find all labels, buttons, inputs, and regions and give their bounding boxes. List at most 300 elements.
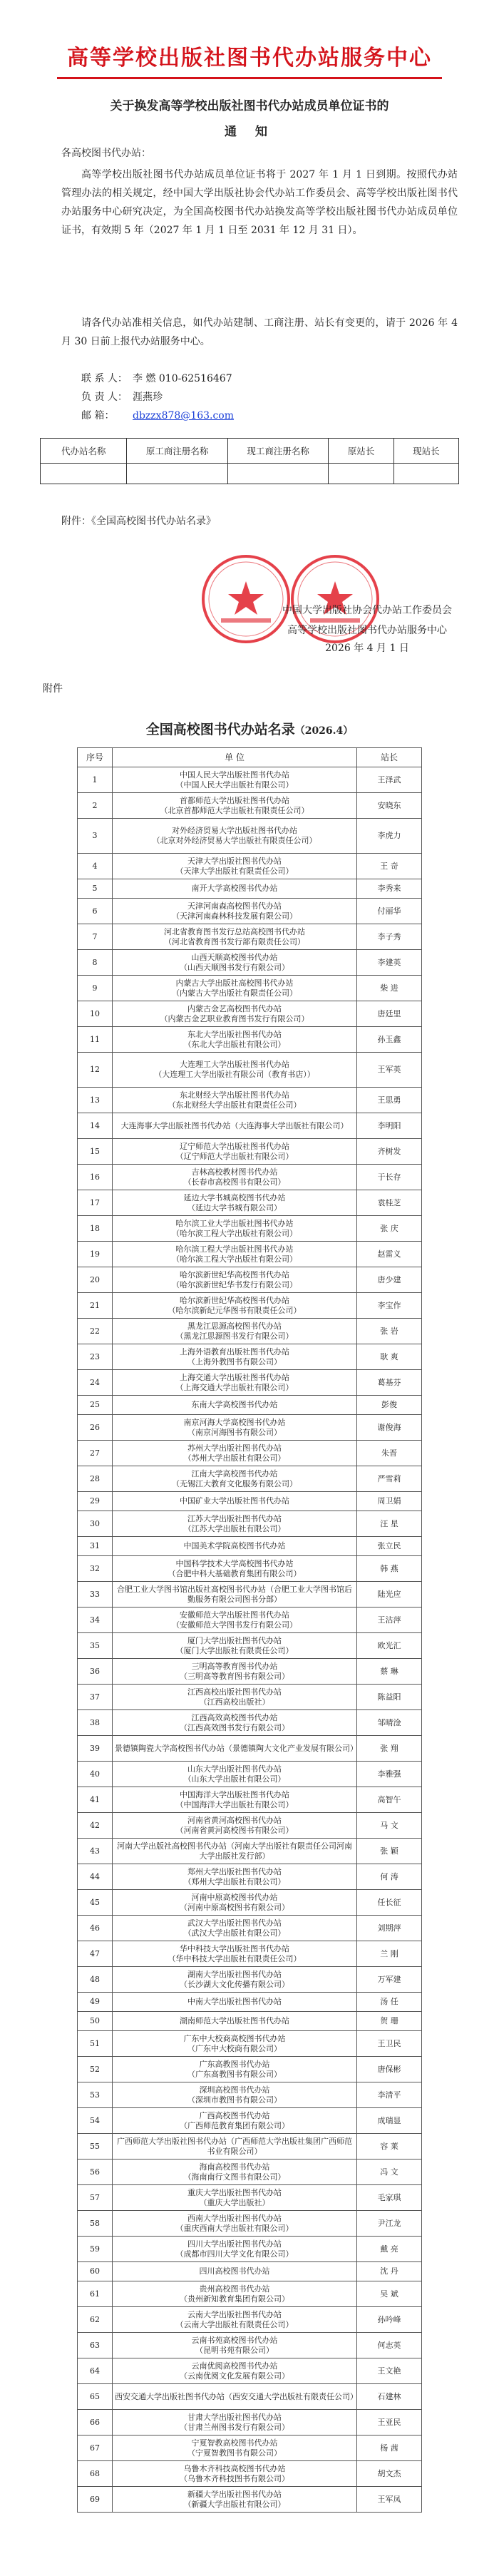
signature-date: 2026 年 4 月 1 日 [325, 643, 409, 654]
responsible-person-value: 涯燕珍 [133, 392, 163, 403]
roster-cell-head: 王军英 [357, 1053, 422, 1088]
roster-row [78, 2237, 422, 2262]
roster-cell-no: 16 [78, 1165, 113, 1190]
roster-row [78, 2410, 422, 2436]
roster-cell-unit: 西南大学出版社图书代办站 （重庆西南大学出版社有限公司） [113, 2211, 357, 2237]
roster-cell-head: 李宝作 [357, 1293, 422, 1319]
roster-cell-head: 李雅强 [357, 1762, 422, 1787]
roster-cell-head: 袁桂芝 [357, 1190, 422, 1216]
roster-cell-no: 17 [78, 1190, 113, 1216]
roster-row [78, 879, 422, 899]
roster-cell-no: 59 [78, 2237, 113, 2262]
roster-row [78, 1319, 422, 1344]
roster-cell-unit: 哈尔滨工程大学出版社图书代办站 （哈尔滨工程大学出版社有限公司） [113, 1242, 357, 1267]
roster-cell-head: 冯 文 [357, 2160, 422, 2185]
roster-cell-unit: 广东高教图书代办站 （广东高教图书有限公司） [113, 2057, 357, 2082]
roster-cell-unit: 江西高校出版社图书代办站 （江西高校出版社） [113, 1685, 357, 1710]
roster-date: （2026.4） [294, 725, 354, 737]
roster-cell-head: 成瑞显 [357, 2108, 422, 2134]
cert-cell [393, 464, 458, 484]
roster-cell-head: 容 莱 [357, 2134, 422, 2160]
roster-cell-head: 于长存 [357, 1165, 422, 1190]
roster-cell-no: 29 [78, 1492, 113, 1511]
roster-cell-unit: 新疆大学出版社图书代办站 （新疆大学出版社有限公司） [113, 2487, 357, 2513]
roster-row [78, 1466, 422, 1492]
roster-cell-head: 张 翔 [357, 1736, 422, 1762]
roster-cell-no: 20 [78, 1267, 113, 1293]
roster-row [78, 2082, 422, 2108]
roster-cell-head: 孙玉鑫 [357, 1027, 422, 1053]
roster-cell-no: 28 [78, 1466, 113, 1492]
roster-cell-unit: 中国海洋大学出版社图书代办站 （中国海洋大学出版社有限公司） [113, 1787, 357, 1813]
roster-header-unit: 单 位 [113, 748, 357, 767]
roster-row [78, 1993, 422, 2012]
roster-cell-no: 38 [78, 1710, 113, 1736]
roster-row [78, 2012, 422, 2031]
roster-table [77, 747, 422, 2513]
roster-cell-head: 张 颖 [357, 1839, 422, 1864]
roster-row [78, 854, 422, 879]
roster-cell-head: 王思勇 [357, 1088, 422, 1113]
roster-cell-no: 23 [78, 1344, 113, 1370]
contact-email [81, 407, 234, 425]
roster-cell-no: 48 [78, 1967, 113, 1993]
roster-cell-no: 14 [78, 1113, 113, 1139]
roster-cell-head: 万军建 [357, 1967, 422, 1993]
roster-row [78, 819, 422, 854]
roster-cell-unit: 哈尔滨工业大学出版社图书代办站 （哈尔滨工程大学出版社有限公司） [113, 1216, 357, 1242]
certificate-change-form [40, 438, 459, 484]
roster-row [78, 1242, 422, 1267]
roster-cell-unit: 东南大学高校图书代办站 [113, 1396, 357, 1415]
roster-row [78, 1216, 422, 1242]
roster-cell-head: 耿 爽 [357, 1344, 422, 1370]
roster-cell-unit: 上海交通大学出版社图书代办站 （上海交通大学出版社有限公司） [113, 1370, 357, 1396]
roster-cell-head: 杨 茜 [357, 2436, 422, 2461]
roster-row [78, 1710, 422, 1736]
roster-row [78, 1762, 422, 1787]
roster-cell-unit: 中国美术学院高校图书代办站 [113, 1537, 357, 1556]
roster-cell-no: 43 [78, 1839, 113, 1864]
roster-row [78, 1967, 422, 1993]
roster-cell-unit: 江苏大学出版社图书代办站 （江苏大学出版社有限公司） [113, 1511, 357, 1537]
roster-row [78, 1027, 422, 1053]
roster-body [78, 767, 422, 2513]
roster-cell-unit: 河北省教育图书发行总站高校图书代办站 （河北省教育图书发行部有限责任公司） [113, 924, 357, 950]
roster-cell-head: 李子秀 [357, 924, 422, 950]
roster-row [78, 2461, 422, 2487]
roster-row [78, 1736, 422, 1762]
roster-cell-head: 齐树发 [357, 1139, 422, 1165]
roster-row [78, 2108, 422, 2134]
roster-cell-unit: 南开大学高校图书代办站 [113, 879, 357, 899]
roster-row [78, 1415, 422, 1441]
roster-cell-unit: 辽宁师范大学出版社图书代办站 （辽宁师范大学出版社有限公司） [113, 1139, 357, 1165]
roster-cell-no: 25 [78, 1396, 113, 1415]
roster-row [78, 1113, 422, 1139]
roster-cell-no: 19 [78, 1242, 113, 1267]
roster-row [78, 1165, 422, 1190]
roster-row [78, 2262, 422, 2281]
roster-row [78, 1492, 422, 1511]
roster-cell-unit: 湖南师范大学出版社图书代办站 [113, 2012, 357, 2031]
roster-cell-no: 22 [78, 1319, 113, 1344]
roster-row [78, 2333, 422, 2358]
roster-cell-head: 谢俊海 [357, 1415, 422, 1441]
cert-cell [41, 464, 127, 484]
roster-row [78, 1864, 422, 1890]
roster-cell-head: 彭俊 [357, 1396, 422, 1415]
roster-cell-head: 高智午 [357, 1787, 422, 1813]
roster-cell-head: 付丽华 [357, 899, 422, 924]
roster-row [78, 1088, 422, 1113]
roster-cell-no: 11 [78, 1027, 113, 1053]
roster-row [78, 793, 422, 819]
roster-cell-head: 蔡 琳 [357, 1659, 422, 1685]
roster-cell-head: 王 奇 [357, 854, 422, 879]
cert-header-old-reg: 原工商注册名称 [127, 439, 227, 464]
roster-row [78, 2185, 422, 2211]
roster-row [78, 1685, 422, 1710]
roster-row [78, 1267, 422, 1293]
roster-cell-no: 45 [78, 1890, 113, 1916]
roster-cell-no: 67 [78, 2436, 113, 2461]
roster-cell-unit: 云南优阅高校图书代办站 （云南优阅文化发展有限公司） [113, 2358, 357, 2384]
roster-cell-no: 37 [78, 1685, 113, 1710]
roster-cell-no: 47 [78, 1941, 113, 1967]
roster-cell-unit: 武汉大学出版社图书代办站 （武汉大学出版社有限公司） [113, 1916, 357, 1941]
roster-cell-head: 赵雷义 [357, 1242, 422, 1267]
roster-cell-unit: 苏州大学出版社图书代办站 （苏州大学出版社有限公司） [113, 1441, 357, 1466]
roster-cell-unit: 延边大学书城高校图书代办站 （延边大学书城有限公司） [113, 1190, 357, 1216]
roster-cell-no: 55 [78, 2134, 113, 2160]
roster-cell-head: 唐廷里 [357, 1001, 422, 1027]
roster-cell-no: 68 [78, 2461, 113, 2487]
roster-cell-no: 57 [78, 2185, 113, 2211]
roster-title [0, 719, 499, 738]
roster-row [78, 1511, 422, 1537]
roster-cell-unit: 三明高等教育图书代办站 （三明高等教育图书有限公司） [113, 1659, 357, 1685]
roster-cell-unit: 江西高效高校图书代办站 （江西高效图书发行有限公司） [113, 1710, 357, 1736]
roster-cell-unit: 厦门大学出版社图书代办站 （厦门大学出版社有限责任公司） [113, 1633, 357, 1659]
roster-row [78, 2160, 422, 2185]
roster-cell-unit: 黑龙江思源高校图书代办站 （黑龙江思源图书发行有限公司） [113, 1319, 357, 1344]
roster-row [78, 2307, 422, 2333]
roster-cell-head: 孙吟峰 [357, 2307, 422, 2333]
roster-cell-unit: 四川大学出版社图书代办站 （成都市四川大学文化有限公司） [113, 2237, 357, 2262]
roster-row [78, 2057, 422, 2082]
roster-cell-unit: 郑州大学出版社图书代办站 （郑州大学出版社有限公司） [113, 1864, 357, 1890]
roster-row [78, 899, 422, 924]
roster-cell-head: 唐保彬 [357, 2057, 422, 2082]
roster-header-head: 站长 [357, 748, 422, 767]
roster-cell-head: 汪 星 [357, 1511, 422, 1537]
notice-paragraph-2: 请各代办站准相关信息，如代办站建制、工商注册、站长有变更的，请于 2026 年 4 月 30 日前上报代办站服务中心。 [61, 317, 458, 347]
roster-row [78, 1053, 422, 1088]
roster-cell-no: 49 [78, 1993, 113, 2012]
roster-cell-unit: 南京河海大学高校图书代办站 （南京河海图书有限公司） [113, 1415, 357, 1441]
roster-cell-no: 40 [78, 1762, 113, 1787]
roster-cell-head: 陆光应 [357, 1582, 422, 1608]
org-title: 高等学校出版社图书代办站服务中心 [67, 46, 432, 71]
roster-row [78, 976, 422, 1001]
roster-row [78, 1293, 422, 1319]
roster-cell-head: 兰 刚 [357, 1941, 422, 1967]
roster-cell-head: 李清平 [357, 2082, 422, 2108]
roster-cell-no: 2 [78, 793, 113, 819]
roster-cell-unit: 安徽师范大学出版社图书代办站 （安徽师范大学图书发行有限公司） [113, 1608, 357, 1633]
cert-header-new-reg: 现工商注册名称 [227, 439, 328, 464]
roster-cell-unit: 中国科学技术大学高校图书代办站 （合肥中科大基础教育集团有限公司） [113, 1556, 357, 1582]
roster-cell-unit: 对外经济贸易大学出版社图书代办站 （北京对外经济贸易大学出版社有限责任公司） [113, 819, 357, 854]
roster-cell-unit: 广东中大校商高校图书代办站 （广东中大校商有限公司） [113, 2031, 357, 2057]
roster-cell-head: 石建林 [357, 2384, 422, 2410]
roster-cell-unit: 中国人民大学出版社图书代办站 （中国人民大学出版社有限公司） [113, 767, 357, 793]
roster-cell-no: 13 [78, 1088, 113, 1113]
notice-title: 关于换发高等学校出版社图书代办站成员单位证书的 [110, 99, 389, 113]
roster-cell-unit: 上海外语教育出版社图书代办站 （上海外教图书有限公司） [113, 1344, 357, 1370]
cert-cell [329, 464, 393, 484]
roster-cell-no: 54 [78, 2108, 113, 2134]
roster-row [78, 1839, 422, 1864]
roster-cell-head: 李建英 [357, 950, 422, 976]
roster-cell-no: 66 [78, 2410, 113, 2436]
roster-row [78, 924, 422, 950]
roster-cell-head: 王军凤 [357, 2487, 422, 2513]
roster-cell-no: 41 [78, 1787, 113, 1813]
contact-email-label: 邮 箱： [81, 410, 115, 421]
roster-cell-unit: 合肥工业大学图书馆出版社高校图书代办站（合肥工业大学图书馆后勤服务有限公司图书分部） [113, 1582, 357, 1608]
roster-row [78, 1890, 422, 1916]
roster-row [78, 1190, 422, 1216]
cert-header-old-head: 原站长 [329, 439, 393, 464]
cert-cell [227, 464, 328, 484]
roster-cell-no: 9 [78, 976, 113, 1001]
roster-cell-no: 31 [78, 1537, 113, 1556]
roster-cell-head: 沈 丹 [357, 2262, 422, 2281]
roster-cell-unit: 天津大学出版社图书代办站 （天津大学出版社有限责任公司） [113, 854, 357, 879]
roster-cell-unit: 山东大学出版社图书代办站 （山东大学出版社有限公司） [113, 1762, 357, 1787]
roster-cell-unit: 东北大学出版社图书代办站 （东北大学出版社有限公司） [113, 1027, 357, 1053]
roster-cell-head: 王文艳 [357, 2358, 422, 2384]
roster-cell-head: 王亚民 [357, 2410, 422, 2436]
roster-cell-head: 欧光汇 [357, 1633, 422, 1659]
roster-cell-no: 21 [78, 1293, 113, 1319]
contact-person-value: 李 燃 010-62516467 [133, 373, 232, 384]
cert-cell [127, 464, 227, 484]
roster-cell-head: 王卫民 [357, 2031, 422, 2057]
roster-cell-no: 53 [78, 2082, 113, 2108]
roster-cell-no: 5 [78, 879, 113, 899]
roster-cell-unit: 四川高校图书代办站 [113, 2262, 357, 2281]
roster-cell-unit: 甘肃大学出版社图书代办站 （甘肃兰州图书发行有限公司） [113, 2410, 357, 2436]
signature-org-2: 高等学校出版社图书代办站服务中心 [287, 625, 447, 636]
roster-cell-unit: 内蒙古大学出版社高校图书代办站 （内蒙古大学出版社有限责任公司） [113, 976, 357, 1001]
roster-row [78, 1608, 422, 1633]
roster-cell-no: 56 [78, 2160, 113, 2185]
roster-cell-no: 1 [78, 767, 113, 793]
roster-header-no: 序号 [78, 748, 113, 767]
roster-row [78, 2358, 422, 2384]
roster-cell-unit: 中国矿业大学出版社图书代办站 [113, 1492, 357, 1511]
roster-row [78, 1941, 422, 1967]
roster-row [78, 1582, 422, 1608]
roster-cell-no: 12 [78, 1053, 113, 1088]
roster-cell-no: 27 [78, 1441, 113, 1466]
roster-cell-no: 63 [78, 2333, 113, 2358]
roster-cell-head: 葛基芬 [357, 1370, 422, 1396]
roster-cell-unit: 内蒙古金艺高校图书代办站 （内蒙古金艺职业教育图书发行有限公司） [113, 1001, 357, 1027]
roster-cell-unit: 河南大学出版社高校图书代办站（河南大学出版社有限责任公司河南大学出版社发行部） [113, 1839, 357, 1864]
roster-cell-head: 任长征 [357, 1890, 422, 1916]
roster-cell-no: 51 [78, 2031, 113, 2057]
roster-title-text: 全国高校图书代办站名录 [145, 722, 295, 737]
roster-cell-unit: 哈尔滨新世纪华高校图书代办站 （哈尔滨新纪元华图书有限责任公司） [113, 1293, 357, 1319]
roster-cell-unit: 哈尔滨新世纪华高校图书代办站 （哈尔滨新世纪华书发行有限公司） [113, 1267, 357, 1293]
roster-cell-unit: 天津河南森高校图书代办站 （天津河南森林科技发展有限公司） [113, 899, 357, 924]
roster-cell-no: 10 [78, 1001, 113, 1027]
roster-cell-no: 6 [78, 899, 113, 924]
roster-cell-unit: 湖南大学出版社图书代办站 （长沙湖大文化传播有限公司） [113, 1967, 357, 1993]
roster-cell-head: 刘期萍 [357, 1916, 422, 1941]
roster-cell-no: 35 [78, 1633, 113, 1659]
notice-paragraph-1: 高等学校出版社图书代办站成员单位证书将于 2027 年 1 月 1 日到期。按照代办站管理办法的相关规定，经中国大学出版社协会代办站工作委员会、高等学校出版社图书代办站服务中心研究决定，为全国高校图书代办站换发高等学校出版社图书代办站成员单位证书，有效期 5 年（2027 年 1 月 1 日至 2031 年 12 月 31 日）。 [61, 169, 458, 236]
roster-cell-no: 60 [78, 2262, 113, 2281]
roster-row [78, 2134, 422, 2160]
cert-header-station: 代办站名称 [41, 439, 127, 464]
roster-cell-no: 8 [78, 950, 113, 976]
roster-cell-unit: 云南大学出版社图书代办站 （云南大学出版社有限责任公司） [113, 2307, 357, 2333]
roster-cell-unit: 吉林高校教材图书代办站 （长春市高校图书有限公司） [113, 1165, 357, 1190]
roster-cell-unit: 首都师范大学出版社图书代办站 （北京首都师范大学出版社有限责任公司） [113, 793, 357, 819]
roster-cell-head: 邹晴淦 [357, 1710, 422, 1736]
roster-cell-unit: 东北财经大学出版社图书代办站 （东北财经大学出版社有限责任公司） [113, 1088, 357, 1113]
roster-cell-head: 李明阳 [357, 1113, 422, 1139]
roster-row [78, 2384, 422, 2410]
roster-row [78, 1396, 422, 1415]
roster-cell-no: 58 [78, 2211, 113, 2237]
roster-cell-head: 戴 亮 [357, 2237, 422, 2262]
roster-cell-unit: 大连海事大学出版社图书代办站（大连海事大学出版社有限公司） [113, 1113, 357, 1139]
roster-cell-no: 39 [78, 1736, 113, 1762]
roster-row [78, 1556, 422, 1582]
roster-row [78, 1916, 422, 1941]
roster-cell-head: 韩 燕 [357, 1556, 422, 1582]
roster-cell-no: 36 [78, 1659, 113, 1685]
roster-cell-no: 61 [78, 2281, 113, 2307]
roster-cell-no: 32 [78, 1556, 113, 1582]
roster-cell-no: 15 [78, 1139, 113, 1165]
roster-row [78, 950, 422, 976]
roster-cell-no: 44 [78, 1864, 113, 1890]
responsible-person-label: 负 责 人： [81, 392, 128, 403]
roster-cell-unit: 西安交通大学出版社图书代办站（西安交通大学出版社有限责任公司） [113, 2384, 357, 2410]
roster-cell-head: 胡文杰 [357, 2461, 422, 2487]
contact-person-label: 联 系 人： [81, 373, 128, 384]
roster-cell-no: 50 [78, 2012, 113, 2031]
roster-row [78, 1441, 422, 1466]
roster-cell-unit: 贵州高校图书代办站 （贵州新知教育集团有限公司） [113, 2281, 357, 2307]
roster-cell-head: 周卫娟 [357, 1492, 422, 1511]
roster-row [78, 1537, 422, 1556]
roster-cell-no: 34 [78, 1608, 113, 1633]
roster-cell-head: 毛家琪 [357, 2185, 422, 2211]
roster-row [78, 767, 422, 793]
appendix-label: 附件 [43, 683, 63, 695]
roster-cell-no: 3 [78, 819, 113, 854]
roster-cell-no: 46 [78, 1916, 113, 1941]
roster-cell-unit: 重庆大学出版社图书代办站 （重庆大学出版社） [113, 2185, 357, 2211]
roster-row [78, 2281, 422, 2307]
roster-cell-unit: 深圳高校图书代办站 （深圳市教图书有限公司） [113, 2082, 357, 2108]
roster-row [78, 1813, 422, 1839]
roster-cell-head: 张立民 [357, 1537, 422, 1556]
roster-cell-no: 4 [78, 854, 113, 879]
roster-cell-unit: 河南省黄河高校图书代办站 （河南省黄河高校图书有限公司） [113, 1813, 357, 1839]
cert-form-blank-row [41, 464, 459, 484]
header-red-rule [57, 77, 442, 79]
roster-cell-head: 安晓东 [357, 793, 422, 819]
roster-row [78, 2031, 422, 2057]
roster-cell-unit: 景德镇陶瓷大学高校图书代办站（景德镇陶大文化产业发展有限公司） [113, 1736, 357, 1762]
roster-cell-head: 王泽武 [357, 767, 422, 793]
roster-cell-unit: 广西师范大学出版社图书代办站（广西师范大学出版社集团广西师范书业有限公司） [113, 2134, 357, 2160]
roster-cell-head: 柴 进 [357, 976, 422, 1001]
roster-cell-unit: 中南大学出版社图书代办站 [113, 1993, 357, 2012]
roster-cell-unit: 乌鲁木齐科技高校图书代办站 （乌鲁木齐科技图书有限公司） [113, 2461, 357, 2487]
roster-cell-unit: 海南高校图书代办站 （海南南行文图书有限公司） [113, 2160, 357, 2185]
contact-person [81, 369, 232, 388]
roster-cell-unit: 河南中原高校图书代办站 （河南中原高校图书有限公司） [113, 1890, 357, 1916]
roster-cell-no: 33 [78, 1582, 113, 1608]
roster-cell-unit: 江南大学高校图书代办站 （无锡江大教育文化服务有限公司） [113, 1466, 357, 1492]
roster-row [78, 2436, 422, 2461]
roster-cell-unit: 广西高校图书代办站 （广西师范教育集团有限公司） [113, 2108, 357, 2134]
roster-row [78, 1787, 422, 1813]
roster-cell-no: 30 [78, 1511, 113, 1537]
roster-cell-head: 王沾萍 [357, 1608, 422, 1633]
roster-row [78, 1139, 422, 1165]
roster-cell-head: 严雪莉 [357, 1466, 422, 1492]
roster-cell-no: 64 [78, 2358, 113, 2384]
roster-cell-head: 张 岩 [357, 1319, 422, 1344]
roster-cell-unit: 云南书苑高校图书代办站 （昆明书苑有限公司） [113, 2333, 357, 2358]
roster-cell-unit: 山西天顺高校图书代办站 （山西天顺图书发行有限公司） [113, 950, 357, 976]
roster-cell-head: 李虎力 [357, 819, 422, 854]
roster-cell-no: 26 [78, 1415, 113, 1441]
roster-row [78, 1633, 422, 1659]
roster-row [78, 1659, 422, 1685]
contact-email-link[interactable]: dbzzx878@163.com [133, 410, 235, 421]
roster-cell-unit: 华中科技大学出版社图书代办站 （华中科技大学出版社有限责任公司） [113, 1941, 357, 1967]
roster-row [78, 1344, 422, 1370]
roster-cell-head: 李秀来 [357, 879, 422, 899]
roster-row [78, 1370, 422, 1396]
roster-cell-no: 7 [78, 924, 113, 950]
roster-cell-no: 42 [78, 1813, 113, 1839]
roster-cell-no: 18 [78, 1216, 113, 1242]
roster-row [78, 2211, 422, 2237]
roster-cell-head: 马 文 [357, 1813, 422, 1839]
cert-header-new-head: 现站长 [393, 439, 458, 464]
roster-cell-no: 69 [78, 2487, 113, 2513]
roster-cell-head: 张 庆 [357, 1216, 422, 1242]
roster-cell-head: 唐少建 [357, 1267, 422, 1293]
notice-subtitle: 通 知 [225, 125, 274, 139]
signature-org-1: 中国大学出版社协会代办站工作委员会 [282, 605, 452, 616]
roster-cell-no: 62 [78, 2307, 113, 2333]
roster-cell-head: 何 涛 [357, 1864, 422, 1890]
